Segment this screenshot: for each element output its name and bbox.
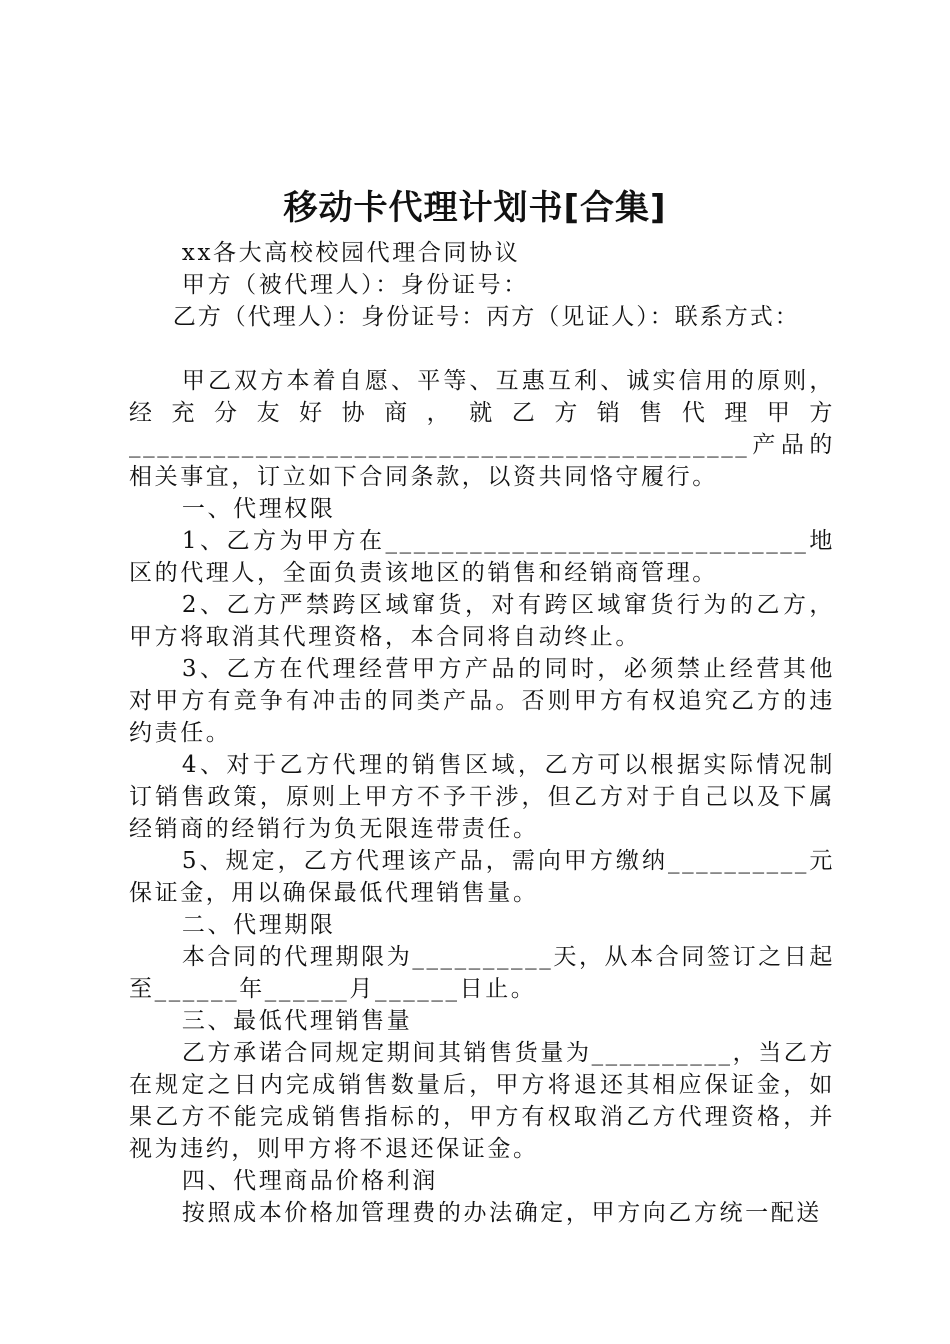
clause-2: 2、乙方严禁跨区域窜货，对有跨区域窜货行为的乙方，甲方将取消其代理资格，本合同将自动终止。 — [129, 592, 835, 650]
paragraph-min-sales: 乙方承诺合同规定期间其销售货量为__________，当乙方在规定之日内完成销售数量后，甲方将退还其相应保证金，如果乙方不能完成销售指标的，甲方有权取消乙方代理资格，并视为违约，则甲方将不退还保证金。 — [129, 1040, 835, 1162]
document-title: 移动卡代理计划书[合集] — [283, 188, 667, 228]
clause-5: 5、规定，乙方代理该产品，需向甲方缴纳__________元保证金，用以确保最低代理销售量。 — [129, 848, 835, 906]
clause-3: 3、乙方在代理经营甲方产品的同时，必须禁止经营其他对甲方有竞争有冲击的同类产品。否则甲方有权追究乙方的违约责任。 — [129, 656, 835, 746]
paragraph-party-b-c: 乙方（代理人）：身份证号：丙方（见证人）：联系方式： — [172, 304, 800, 330]
clause-1: 1、乙方为甲方在______________________________地区的代理人，全面负责该地区的销售和经销商管理。 — [129, 528, 835, 586]
document-body — [129, 237, 835, 1229]
section-heading-pricing: 四、代理商品价格利润 — [181, 1168, 438, 1194]
paragraph-party-a: 甲方（被代理人）：身份证号： — [181, 272, 529, 298]
paragraph-term: 本合同的代理期限为__________天，从本合同签订之日起至______年______月______日止。 — [129, 944, 835, 1002]
section-heading-term: 二、代理期限 — [181, 912, 336, 938]
blank-line — [129, 333, 835, 365]
paragraph-pricing: 按照成本价格加管理费的办法确定，甲方向乙方统一配送 — [181, 1200, 822, 1226]
paragraph-heading-line: xx各大高校校园代理合同协议 — [181, 240, 521, 266]
section-heading-min-sales: 三、最低代理销售量 — [181, 1008, 413, 1034]
clause-4: 4、对于乙方代理的销售区域，乙方可以根据实际情况制订销售政策，原则上甲方不予干涉，但乙方对于自己以及下属经销商的经销行为负无限连带责任。 — [129, 752, 835, 842]
paragraph-preamble: 甲乙双方本着自愿、平等、互惠互利、诚实信用的原则，经充分友好协商，就乙方销售代理甲方____________________________________________产品的相关事宜，订立如下合同条款，以资共同恪守履行。 — [129, 368, 835, 490]
section-heading-authority: 一、代理权限 — [181, 496, 336, 522]
